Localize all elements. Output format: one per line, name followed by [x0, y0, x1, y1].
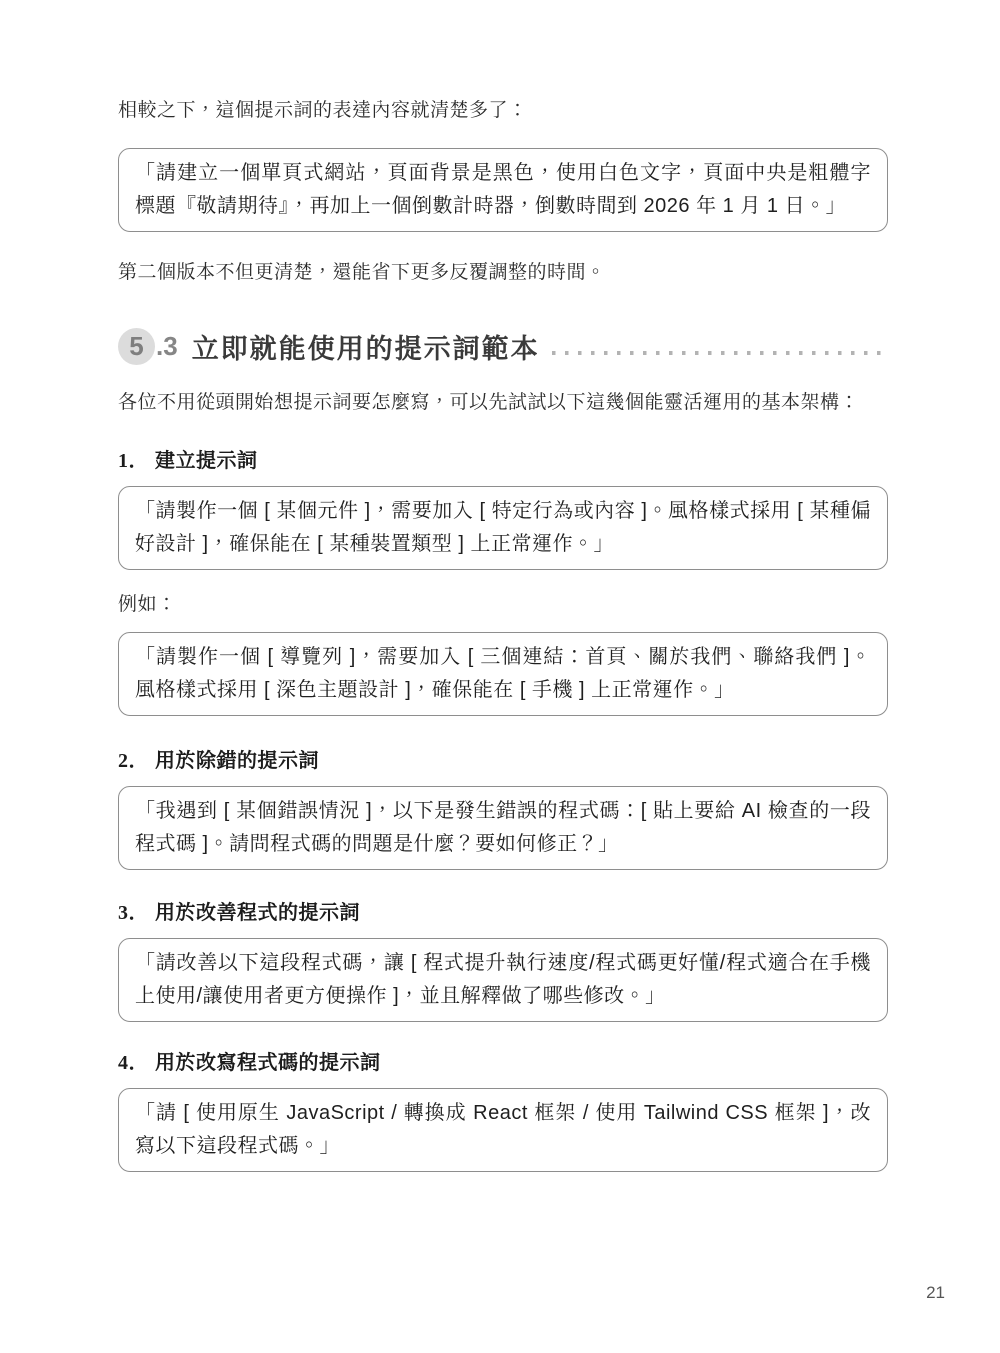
item-title-2: 用於除錯的提示詞	[155, 750, 319, 772]
item-heading-3	[118, 896, 888, 928]
item-number-4: 4．	[118, 1052, 149, 1074]
item-number-1: 1．	[118, 450, 149, 472]
lead-paragraph: 相較之下，這個提示詞的表達內容就清楚多了：	[118, 100, 528, 121]
item-number-3: 3．	[118, 902, 149, 924]
item-heading-2	[118, 744, 888, 776]
section-intro-paragraph: 各位不用從頭開始想提示詞要怎麼寫，可以先試試以下這幾個能靈活運用的基本架構：	[118, 392, 860, 413]
example-label: 例如：	[118, 594, 177, 615]
item-title-4: 用於改寫程式碼的提示詞	[155, 1052, 381, 1074]
quote-text-improve-prompt: 「請改善以下這段程式碼，讓 [ 程式提升執行速度/程式碼更好懂/程式適合在手機上使用/讓使用者更方便操作 ]，並且解釋做了哪些修改。」	[135, 952, 871, 1007]
section-number-suffix: .3	[156, 330, 178, 361]
item-title-1: 建立提示詞	[155, 450, 258, 472]
quote-box-create-prompt	[118, 486, 888, 570]
quote-text-create-prompt: 「請製作一個 [ 某個元件 ]，需要加入 [ 特定行為或內容 ]。風格樣式採用 [ 某種偏好設計 ]，確保能在 [ 某種裝置類型 ] 上正常運作。」	[135, 500, 871, 555]
item-heading-4	[118, 1046, 888, 1078]
quote-box-debug-prompt	[118, 786, 888, 870]
quote-box-improve-prompt	[118, 938, 888, 1022]
item-number-2: 2．	[118, 750, 149, 772]
quote-box-create-example	[118, 632, 888, 716]
item-title-3: 用於改善程式的提示詞	[155, 902, 360, 924]
quote-text-rewrite-prompt: 「請 [ 使用原生 JavaScript / 轉換成 React 框架 / 使用 Tailwind CSS 框架 ]，改寫以下這段程式碼。」	[135, 1102, 871, 1157]
section-title: 立即就能使用的提示詞範本	[191, 333, 540, 364]
section-number	[118, 328, 178, 365]
item-heading-1	[118, 444, 888, 476]
quote-box-rewrite-prompt	[118, 1088, 888, 1172]
section-heading	[118, 324, 888, 368]
followup-paragraph: 第二個版本不但更清楚，還能省下更多反覆調整的時間。	[118, 262, 606, 283]
section-number-circle: 5	[118, 328, 155, 365]
quote-text-create-example: 「請製作一個 [ 導覽列 ]，需要加入 [ 三個連結：首頁、關於我們、聯絡我們 ]。風格樣式採用 [ 深色主題設計 ]，確保能在 [ 手機 ] 上正常運作。」	[135, 646, 871, 701]
dotted-leader	[552, 351, 888, 355]
page-number: 21	[926, 1283, 945, 1302]
page-content	[118, 96, 888, 1172]
quote-text-website-prompt: 「請建立一個單頁式網站，頁面背景是黑色，使用白色文字，頁面中央是粗體字標題『敬請期待』，再加上一個倒數計時器，倒數時間到 2026 年 1 月 1 日。」	[135, 162, 871, 217]
quote-text-debug-prompt: 「我遇到 [ 某個錯誤情況 ]，以下是發生錯誤的程式碼：[ 貼上要給 AI 檢查的一段程式碼 ]。請問程式碼的問題是什麼？要如何修正？」	[135, 800, 871, 855]
quote-box-website-prompt	[118, 148, 888, 232]
